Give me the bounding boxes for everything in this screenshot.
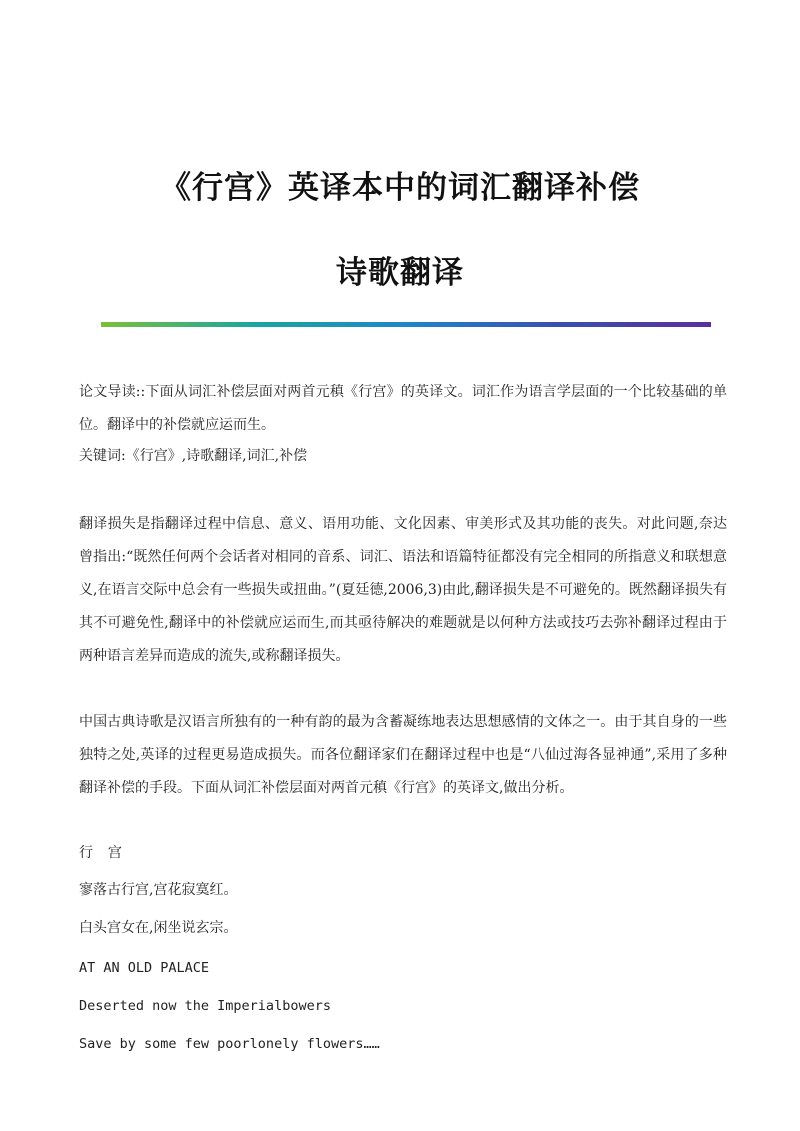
body-paragraph: 中国古典诗歌是汉语言所独有的一种有韵的最为含蓄凝练地表达思想感情的文体之一。由于其自身的一些独特之处,英译的过程更易造成损失。而各位翻译家们在翻译过程中也是“八仙过海各显神通”,采用了多种翻译补偿的手段。下面从词汇补偿层面对两首元稹《行宫》的英译文,做出分析。 [79, 714, 727, 796]
poem-line-english: Save by some few poorlonely flowers…… [79, 1036, 380, 1052]
poem-title-english: AT AN OLD PALACE [79, 960, 210, 976]
document-subtitle: 诗歌翻译 [336, 255, 464, 291]
abstract-intro: 论文导读::下面从词汇补偿层面对两首元稹《行宫》的英译文。词汇作为语言学层面的一个比较基础的单位。翻译中的补偿就应运而生。 [79, 384, 727, 433]
document-title: 《行宫》英译本中的词汇翻译补偿 [160, 170, 640, 206]
poem-title-chinese: 行 宫 [79, 845, 124, 861]
keywords: 关键词:《行宫》,诗歌翻译,词汇,补偿 [79, 448, 308, 464]
poem-line-chinese: 白头宫女在,闲坐说玄宗。 [79, 920, 238, 936]
poem-line-english: Deserted now the Imperialbowers [79, 998, 331, 1014]
poem-line-chinese: 寥落古行宫,宫花寂寞红。 [79, 882, 238, 898]
header-divider [101, 322, 711, 327]
body-paragraph: 翻译损失是指翻译过程中信息、意义、语用功能、文化因素、审美形式及其功能的丧失。对此问题,奈达曾指出:“既然任何两个会话者对相同的音系、词汇、语法和语篇特征都没有完全相同的所指意义和联想意义,在语言交际中总会有一些损失或扭曲。”(夏廷德,2006,3)由此,翻译损失是不可避免的。既然翻译损失有其不可避免性,翻译中的补偿就应运而生,而其亟待解决的难题就是以何种方法或技巧去弥补翻译过程由于两种语言差异而造成的流失,或称翻译损失。 [79, 516, 727, 664]
